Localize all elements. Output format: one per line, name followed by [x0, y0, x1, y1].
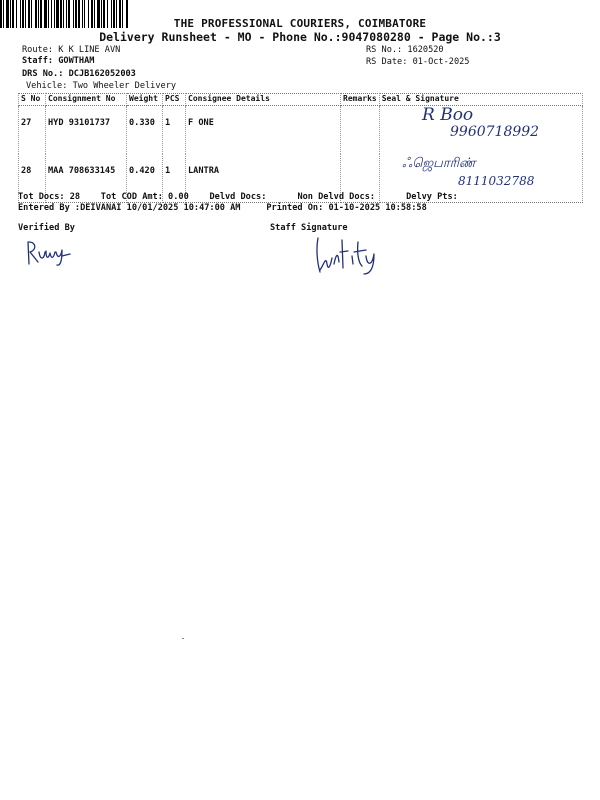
entry-line	[18, 203, 427, 213]
col-consignee: Consignee Details	[186, 94, 341, 106]
row-weight: 0.330	[127, 106, 163, 155]
row-weight: 0.420	[127, 154, 163, 203]
company-name: THE PROFESSIONAL COURIERS, COIMBATORE	[173, 17, 427, 30]
staff-text: Staff: GOWTHAM	[22, 56, 95, 66]
vehicle-text: Vehicle: Two Wheeler Delivery	[26, 81, 177, 91]
non-delvd-docs: Non Delvd Docs:	[297, 192, 376, 202]
col-pcs: PCS	[163, 94, 186, 106]
receiver-signature-27	[420, 104, 560, 142]
signature-phone-27: 9960718992	[450, 124, 540, 140]
row-consignment: HYD 93101737	[46, 106, 127, 155]
staff-signature-mark	[312, 234, 382, 276]
drs-label: DRS No.:	[22, 69, 64, 79]
tot-docs: Tot Docs: 28	[18, 192, 81, 202]
col-remarks: Remarks	[341, 94, 380, 106]
route-text: Route: K K LINE AVN	[22, 45, 121, 55]
row-pcs: 1	[163, 154, 186, 203]
verifier-signature	[24, 238, 84, 268]
signature-name-27: R Boo	[422, 105, 474, 125]
rs-number: RS No.: 1620520	[366, 45, 444, 55]
row-consignment: MAA 708633145	[46, 154, 127, 203]
drs-value: DCJB162052003	[68, 69, 136, 79]
entered-by: Entered By :DEIVANAI 10/01/2025 10:47:00 AM	[18, 203, 241, 213]
receiver-signature-28	[400, 151, 560, 191]
delvy-pts: Delvy Pts:	[406, 192, 458, 202]
row-sno: 27	[19, 106, 46, 155]
drs-number	[22, 69, 136, 79]
col-weight: Weight	[127, 94, 163, 106]
scan-speck	[182, 638, 184, 639]
tot-cod: Tot COD Amt: 0.00	[100, 192, 189, 202]
col-signature: Seal & Signature	[379, 94, 582, 106]
runsheet-subtitle: Delivery Runsheet - MO - Phone No.:9047080280 - Page No.:3	[99, 30, 501, 44]
col-consignment: Consignment No	[46, 94, 127, 106]
totals-line	[18, 192, 458, 202]
signature-name-28: ஃஜெபாரிண்	[402, 156, 476, 171]
row-consignee: F ONE	[186, 106, 341, 155]
signature-phone-28: 8111032788	[458, 174, 535, 188]
col-sno: S No	[19, 94, 46, 106]
row-consignee: LANTRA	[186, 154, 341, 203]
row-pcs: 1	[163, 106, 186, 155]
verified-by-label: Verified By	[18, 223, 75, 233]
row-remarks	[341, 106, 380, 155]
row-sno: 28	[19, 154, 46, 203]
printed-on: Printed On: 01-10-2025 10:58:58	[266, 203, 427, 213]
rs-date: RS Date: 01-Oct-2025	[366, 57, 470, 67]
delvd-docs: Delvd Docs:	[209, 192, 267, 202]
staff-signature-label: Staff Signature	[270, 223, 348, 233]
